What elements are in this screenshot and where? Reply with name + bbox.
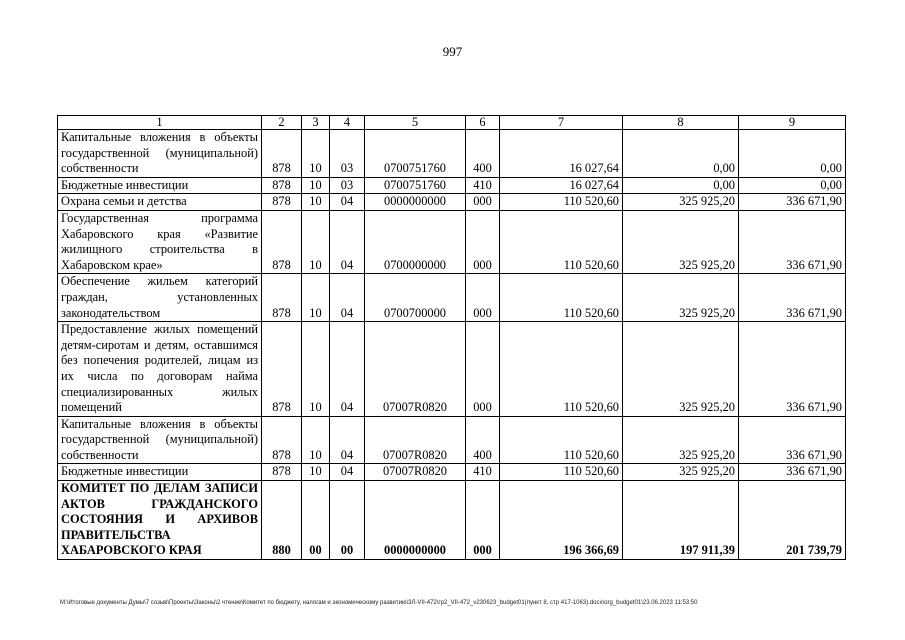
code-cell: 878 — [262, 177, 302, 194]
code-cell: 00 — [330, 481, 365, 560]
code-cell: 878 — [262, 130, 302, 178]
amount-cell: 336 671,90 — [739, 274, 846, 322]
code-cell: 04 — [330, 464, 365, 481]
code-cell: 000 — [466, 322, 500, 417]
code-cell: 878 — [262, 210, 302, 273]
row-name: Капитальные вложения в объекты государственной (муниципальной) собственности — [58, 130, 262, 178]
code-cell: 878 — [262, 274, 302, 322]
code-cell: 000 — [466, 194, 500, 211]
amount-cell: 110 520,60 — [500, 210, 623, 273]
code-cell: 07007R0820 — [365, 464, 466, 481]
row-name: Бюджетные инвестиции — [58, 464, 262, 481]
code-cell: 03 — [330, 130, 365, 178]
amount-cell: 110 520,60 — [500, 416, 623, 464]
code-cell: 10 — [302, 274, 330, 322]
code-cell: 878 — [262, 322, 302, 417]
code-cell: 000 — [466, 274, 500, 322]
amount-cell: 201 739,79 — [739, 481, 846, 560]
header-cell: 6 — [466, 116, 500, 130]
amount-cell: 110 520,60 — [500, 274, 623, 322]
table-header — [58, 116, 846, 130]
amount-cell: 325 925,20 — [623, 416, 739, 464]
code-cell: 04 — [330, 416, 365, 464]
code-cell: 878 — [262, 194, 302, 211]
header-cell: 4 — [330, 116, 365, 130]
code-cell: 000 — [466, 481, 500, 560]
row-name: Обеспечение жильем категорий граждан, установленных законодательством — [58, 274, 262, 322]
code-cell: 07007R0820 — [365, 322, 466, 417]
table-row — [58, 177, 846, 194]
table-body — [58, 130, 846, 560]
code-cell: 10 — [302, 194, 330, 211]
header-cell: 9 — [739, 116, 846, 130]
header-cell: 2 — [262, 116, 302, 130]
table-row — [58, 274, 846, 322]
code-cell: 00 — [302, 481, 330, 560]
amount-cell: 0,00 — [623, 130, 739, 178]
amount-cell: 325 925,20 — [623, 322, 739, 417]
code-cell: 03 — [330, 177, 365, 194]
header-cell: 8 — [623, 116, 739, 130]
code-cell: 0700000000 — [365, 210, 466, 273]
amount-cell: 325 925,20 — [623, 464, 739, 481]
amount-cell: 336 671,90 — [739, 464, 846, 481]
header-row — [58, 116, 846, 130]
code-cell: 04 — [330, 194, 365, 211]
code-cell: 10 — [302, 130, 330, 178]
table-row — [58, 210, 846, 273]
table-row — [58, 322, 846, 417]
header-cell: 5 — [365, 116, 466, 130]
amount-cell: 0,00 — [739, 177, 846, 194]
row-name: Предоставление жилых помещений детям-сиротам и детям, оставшимся без попечения родителей, лицам из их числа по договорам найма специализированных жилых помещений — [58, 322, 262, 417]
amount-cell: 325 925,20 — [623, 274, 739, 322]
amount-cell: 110 520,60 — [500, 194, 623, 211]
code-cell: 04 — [330, 322, 365, 417]
amount-cell: 336 671,90 — [739, 322, 846, 417]
code-cell: 10 — [302, 322, 330, 417]
code-cell: 0700700000 — [365, 274, 466, 322]
code-cell: 0700751760 — [365, 177, 466, 194]
footer-file-path: M:\Итоговые документы Думы\7 созыв\Проекты\Законы\2 чтение\Комитет по бюджету, налогам и экономическому развитию\3Л-VII-472\гр2_VII-472_v230623_budget01(пункт 8, стр 417-1063).docx\org_budget01\23.06.2023 11:53:50 — [60, 600, 698, 606]
code-cell: 410 — [466, 464, 500, 481]
code-cell: 10 — [302, 210, 330, 273]
amount-cell: 196 366,69 — [500, 481, 623, 560]
amount-cell: 16 027,64 — [500, 130, 623, 178]
code-cell: 0700751760 — [365, 130, 466, 178]
table-row — [58, 464, 846, 481]
amount-cell: 0,00 — [623, 177, 739, 194]
header-cell: 7 — [500, 116, 623, 130]
code-cell: 878 — [262, 416, 302, 464]
amount-cell: 325 925,20 — [623, 194, 739, 211]
row-name: Капитальные вложения в объекты государственной (муниципальной) собственности — [58, 416, 262, 464]
table-row — [58, 130, 846, 178]
amount-cell: 0,00 — [739, 130, 846, 178]
code-cell: 10 — [302, 464, 330, 481]
row-name: КОМИТЕТ ПО ДЕЛАМ ЗАПИСИ АКТОВ ГРАЖДАНСКОГО СОСТОЯНИЯ И АРХИВОВ ПРАВИТЕЛЬСТВА ХАБАРОВСКОГО КРАЯ — [58, 481, 262, 560]
code-cell: 04 — [330, 274, 365, 322]
code-cell: 400 — [466, 130, 500, 178]
row-name: Государственная программа Хабаровского края «Развитие жилищного строительства в Хабаровском крае» — [58, 210, 262, 273]
amount-cell: 336 671,90 — [739, 210, 846, 273]
amount-cell: 110 520,60 — [500, 322, 623, 417]
row-name: Охрана семьи и детства — [58, 194, 262, 211]
budget-table — [57, 115, 846, 560]
code-cell: 04 — [330, 210, 365, 273]
code-cell: 880 — [262, 481, 302, 560]
amount-cell: 16 027,64 — [500, 177, 623, 194]
code-cell: 10 — [302, 416, 330, 464]
amount-cell: 197 911,39 — [623, 481, 739, 560]
code-cell: 0000000000 — [365, 194, 466, 211]
code-cell: 400 — [466, 416, 500, 464]
amount-cell: 336 671,90 — [739, 194, 846, 211]
code-cell: 000 — [466, 210, 500, 273]
code-cell: 878 — [262, 464, 302, 481]
amount-cell: 110 520,60 — [500, 464, 623, 481]
row-name: Бюджетные инвестиции — [58, 177, 262, 194]
amount-cell: 336 671,90 — [739, 416, 846, 464]
header-cell: 1 — [58, 116, 262, 130]
table-row — [58, 194, 846, 211]
table-row — [58, 481, 846, 560]
code-cell: 0000000000 — [365, 481, 466, 560]
code-cell: 410 — [466, 177, 500, 194]
amount-cell: 325 925,20 — [623, 210, 739, 273]
header-cell: 3 — [302, 116, 330, 130]
page-number: 997 — [442, 44, 463, 59]
table-row — [58, 416, 846, 464]
code-cell: 07007R0820 — [365, 416, 466, 464]
code-cell: 10 — [302, 177, 330, 194]
